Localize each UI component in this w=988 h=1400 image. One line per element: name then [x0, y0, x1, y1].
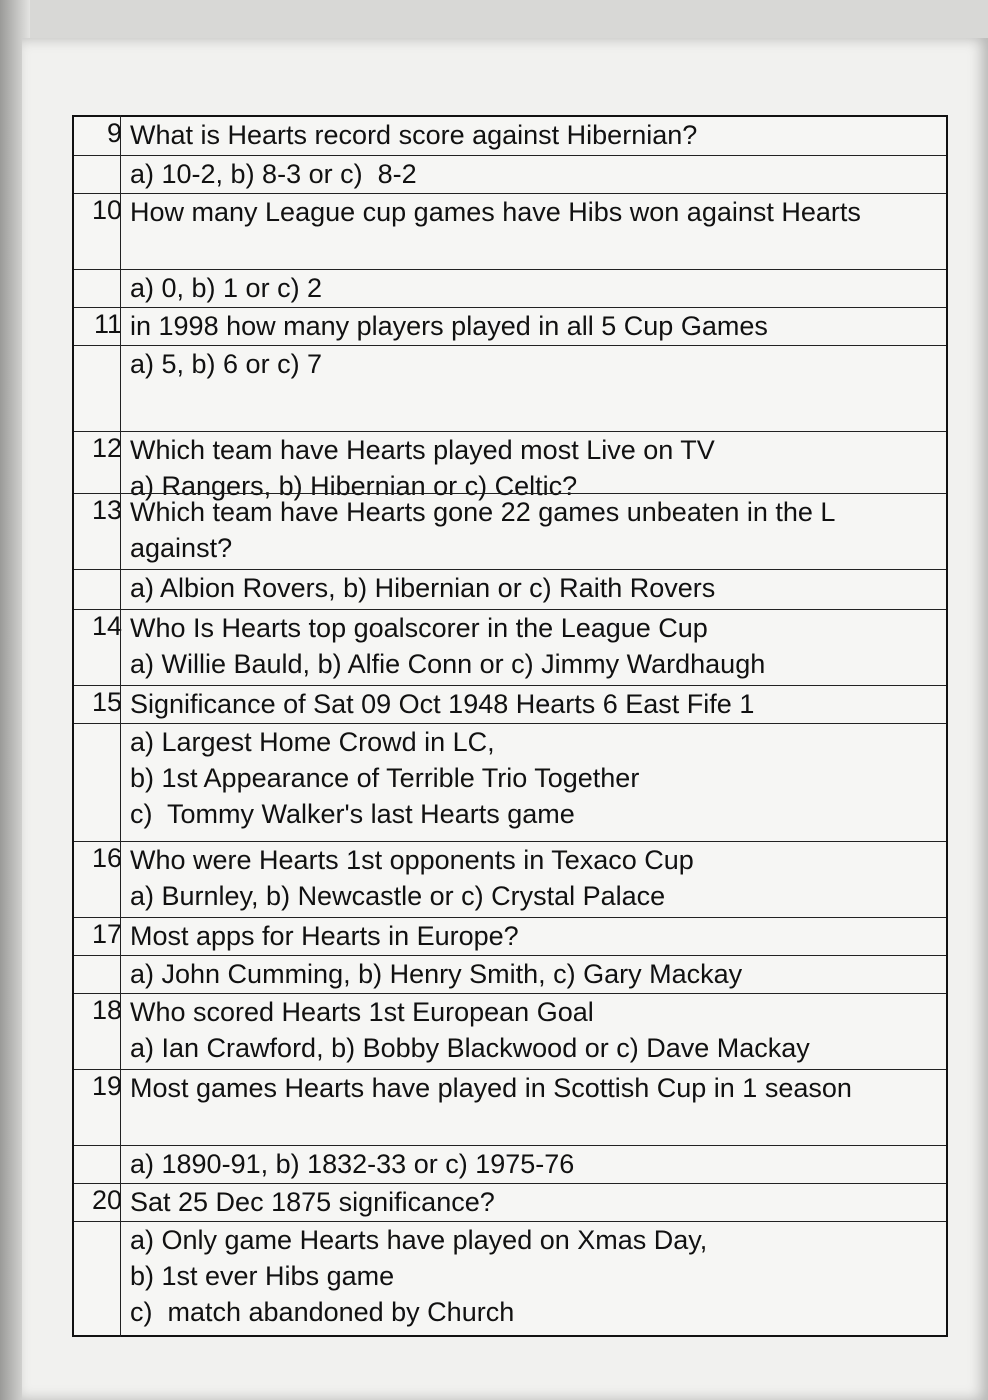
question-text: Most apps for Hearts in Europe? [130, 921, 519, 951]
question-number: 11 [93, 309, 122, 339]
question-text: Which team have Hearts played most Live on TV a) Rangers, b) Hibernian or c) Celtic? [130, 435, 715, 501]
table-row [74, 685, 946, 723]
question-number: 10 [91, 195, 122, 225]
table-row [74, 1183, 946, 1221]
question-text: Who Is Hearts top goalscorer in the League Cup a) Willie Bauld, b) Alfie Conn or c) Jimmy Wardhaugh [130, 613, 766, 679]
question-text: in 1998 how many players played in all 5 Cup Games [130, 311, 768, 341]
question-number: 20 [91, 1185, 122, 1215]
question-number: 16 [91, 843, 122, 873]
answer-options: a) 10-2, b) 8-3 or c) 8-2 [130, 159, 417, 189]
question-number: 15 [91, 687, 122, 717]
table-row [74, 609, 946, 685]
table-row [74, 569, 946, 609]
answer-options: a) 1890-91, b) 1832-33 or c) 1975-76 [130, 1149, 575, 1179]
answer-options: a) John Cumming, b) Henry Smith, c) Gary Mackay [130, 959, 743, 989]
question-number: 19 [91, 1071, 122, 1101]
question-text: Significance of Sat 09 Oct 1948 Hearts 6 East Fife 1 [130, 689, 755, 719]
question-text: Which team have Hearts gone 22 games unbeaten in the L against? [130, 497, 842, 563]
question-text: Who scored Hearts 1st European Goal a) Ian Crawford, b) Bobby Blackwood or c) Dave Mackay [130, 997, 810, 1063]
table-row [74, 155, 946, 193]
answer-options: a) 0, b) 1 or c) 2 [130, 273, 323, 303]
answer-options: a) Albion Rovers, b) Hibernian or c) Raith Rovers [130, 573, 716, 603]
answer-options: a) Largest Home Crowd in LC, b) 1st Appearance of Terrible Trio Together c) Tommy Walker's last Hearts game [130, 727, 640, 829]
question-number: 9 [106, 118, 122, 148]
question-number: 14 [91, 611, 122, 641]
table-row [74, 493, 946, 569]
column-divider [120, 115, 121, 1337]
table-row [74, 917, 946, 955]
question-text: Sat 25 Dec 1875 significance? [130, 1187, 495, 1217]
question-text: Who were Hearts 1st opponents in Texaco Cup a) Burnley, b) Newcastle or c) Crystal Palace [130, 845, 694, 911]
table-row [74, 1221, 946, 1335]
table-row [74, 841, 946, 917]
table-row [74, 345, 946, 431]
table-row [74, 117, 946, 155]
question-number: 12 [91, 433, 122, 463]
table-row [74, 431, 946, 501]
table-row [74, 993, 946, 1069]
question-number: 17 [91, 919, 122, 949]
table-row [74, 723, 946, 841]
question-text: Most games Hearts have played in Scottish Cup in 1 season [130, 1073, 852, 1103]
question-text: How many League cup games have Hibs won against Hearts [130, 197, 861, 227]
table-row [74, 269, 946, 307]
question-number: 13 [91, 495, 122, 525]
table-row [74, 955, 946, 993]
question-text: What is Hearts record score against Hibernian? [130, 120, 698, 150]
table-row [74, 1069, 946, 1145]
table-row [74, 307, 946, 345]
answer-options: a) Only game Hearts have played on Xmas Day, b) 1st ever Hibs game c) match abandoned by Church [130, 1225, 708, 1327]
table-row [74, 1145, 946, 1183]
table-row [74, 193, 946, 269]
answer-options: a) 5, b) 6 or c) 7 [130, 349, 323, 379]
quiz-table [72, 115, 948, 1337]
question-number: 18 [91, 995, 122, 1025]
